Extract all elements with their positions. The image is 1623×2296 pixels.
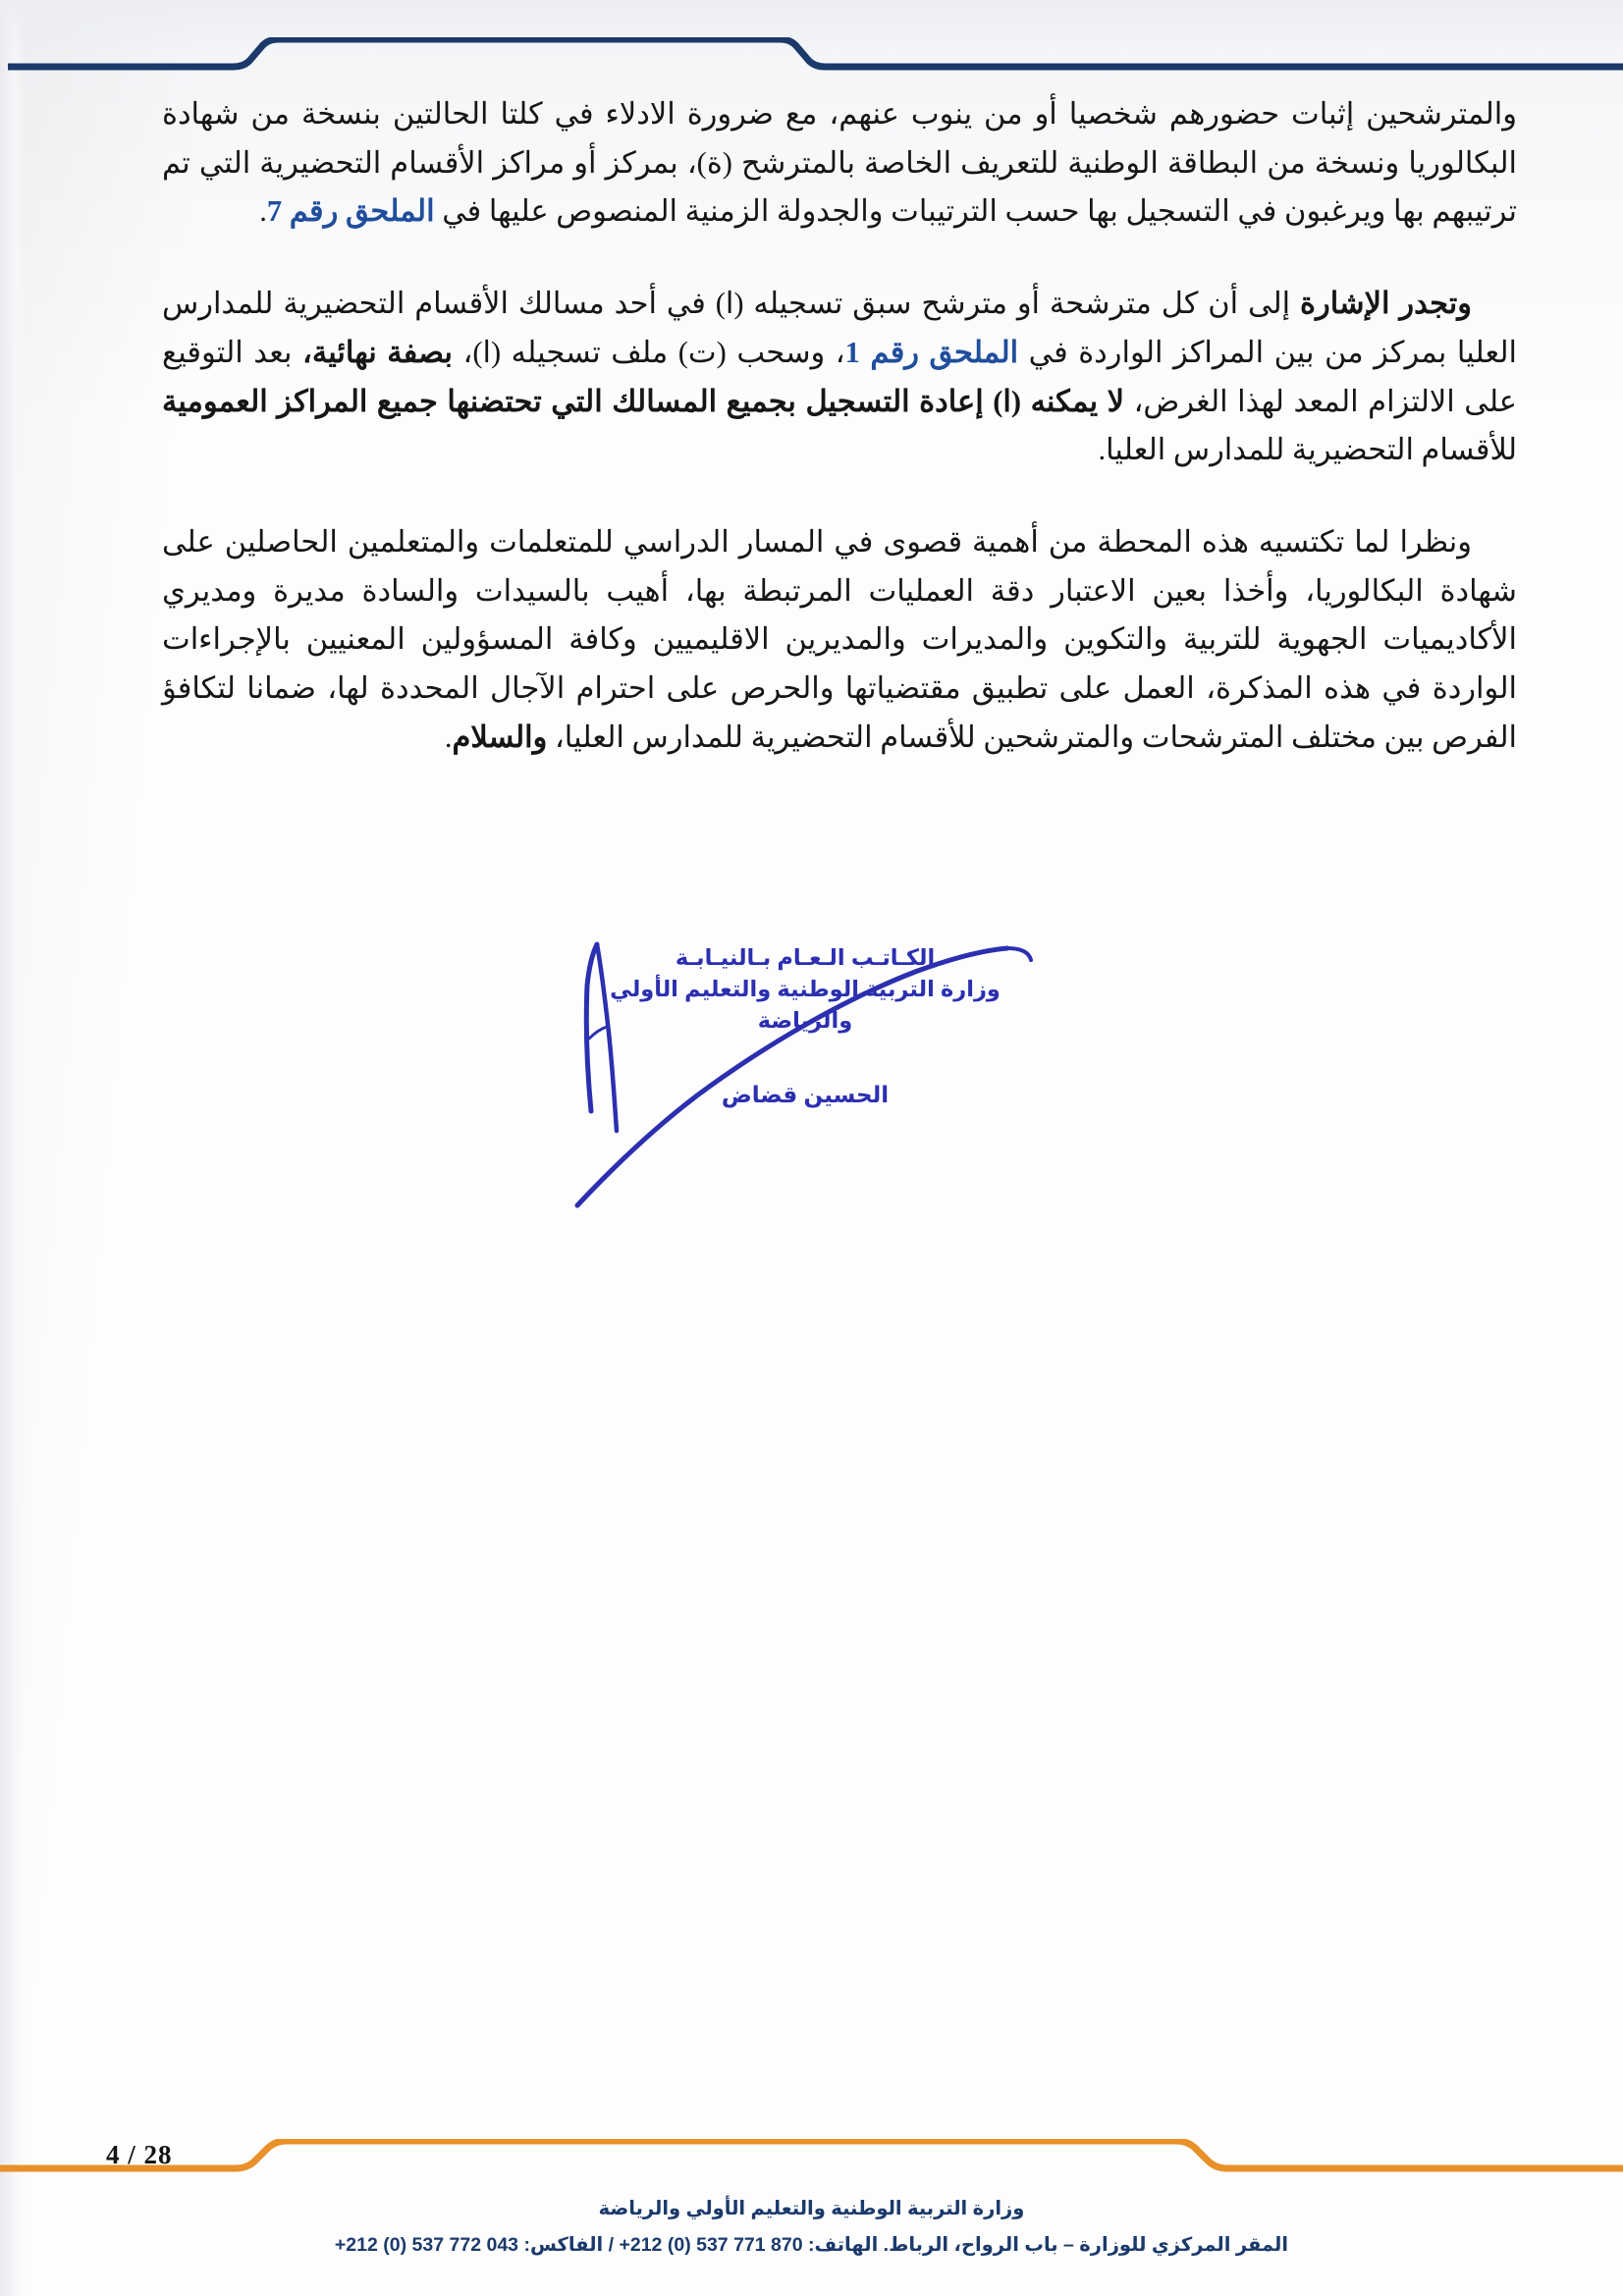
footer-ministry-name: وزارة التربية الوطنية والتعليم الأولي والرياضة: [598, 2198, 1025, 2219]
paragraph-2-bold-1: بصفة نهائية،: [302, 335, 453, 369]
paragraph-2: [162, 280, 1517, 475]
footer-decorative-rule: [0, 2139, 1623, 2178]
paragraph-2-text-a: إلى أن كل مترشحة أو مترشح سبق تسجيله (ا) في أحد مسالك الأقسام التحضيرية للمدارس العليا بمركز من بين المراكز الواردة في: [162, 287, 1518, 369]
footer-contact-info: [0, 2197, 1623, 2257]
paragraph-3-text-b: .: [444, 720, 453, 754]
annex-link-7[interactable]: الملحق رقم 7: [266, 194, 435, 229]
signature-block: [0, 942, 1623, 1198]
signature-title: [491, 942, 1119, 1037]
page-footer: [0, 2109, 1623, 2296]
signature-title-line-1: الكـاتـب الـعـام بـالنيـابـة: [675, 945, 936, 970]
paragraph-1: [162, 90, 1517, 237]
signature-title-line-2: وزارة التربية الوطنية والتعليم الأولي: [610, 976, 1001, 1001]
annex-link-1[interactable]: الملحق رقم 1: [844, 335, 1019, 369]
footer-address-line: المقر المركزي للوزارة – باب الرواح، الرباط. الهاتف: 870 771 537 (0) 212+ / الفاكس: 043 772 537 (0) 212+: [334, 2234, 1289, 2256]
paragraph-2-text-d: للأقسام التحضيرية للمدارس العليا.: [1098, 433, 1517, 467]
signatory-name: الحسين قضاض: [721, 1082, 890, 1107]
page-number: 4 / 28: [106, 2140, 173, 2169]
paragraph-3-text-a: ونظرا لما تكتسيه هذه المحطة من أهمية قصوى في المسار الدراسي للمتعلمات والمتعلمين الحاصلين على شهادة البكالوريا، وأخذا بعين الاعتبار دقة العمليات المرتبطة بها، أهيب بالسيدات والسادة مديرة ومديري الأكاديميات الجهوية للتربية والتكوين والمديرات والمديرين الاقليميين وكافة المسؤولين المعنيين بالإجراءات الواردة في هذه المذكرة، العمل على تطبيق مقتضياتها والحرص على احترام الآجال المحددة لها، ضمانا لتكافؤ الفرص بين مختلف المترشحات والمترشحين للأقسام التحضيرية للمدارس العليا،: [162, 524, 1517, 754]
header-decorative-rule: [0, 37, 1623, 71]
paragraph-3: [162, 518, 1517, 763]
paragraph-3-bold-end: والسلام: [452, 720, 548, 754]
signature-title-line-3: والرياضة: [757, 1007, 853, 1033]
paragraph-2-text-c: بعد التوقيع على الالتزام المعد لهذا الغرض،: [162, 335, 1517, 418]
paragraph-2-text-b: ، وسحب (ت) ملف تسجيله (ا)،: [453, 335, 845, 369]
document-body: [162, 90, 1517, 762]
paragraph-1-text-b: .: [259, 194, 267, 229]
paragraph-2-lead: وتجدر الإشارة: [1300, 287, 1472, 321]
paragraph-1-text-a: والمترشحين إثبات حضورهم شخصيا أو من ينوب عنهم، مع ضرورة الادلاء في كلتا الحالتين بنسخة من شهادة البكالوريا ونسخة من البطاقة الوطنية للتعريف الخاصة بالمترشح (ة)، بمركز أو مراكز الأقسام التحضيرية التي تم ترتيبهم بها ويرغبون في التسجيل بها حسب الترتيبات والجدولة الزمنية المنصوص عليها في: [162, 97, 1517, 229]
paragraph-2-bold-2: لا يمكنه (ا) إعادة التسجيل بجميع المسالك التي تحتضنها جميع المراكز العمومية: [162, 384, 1125, 418]
